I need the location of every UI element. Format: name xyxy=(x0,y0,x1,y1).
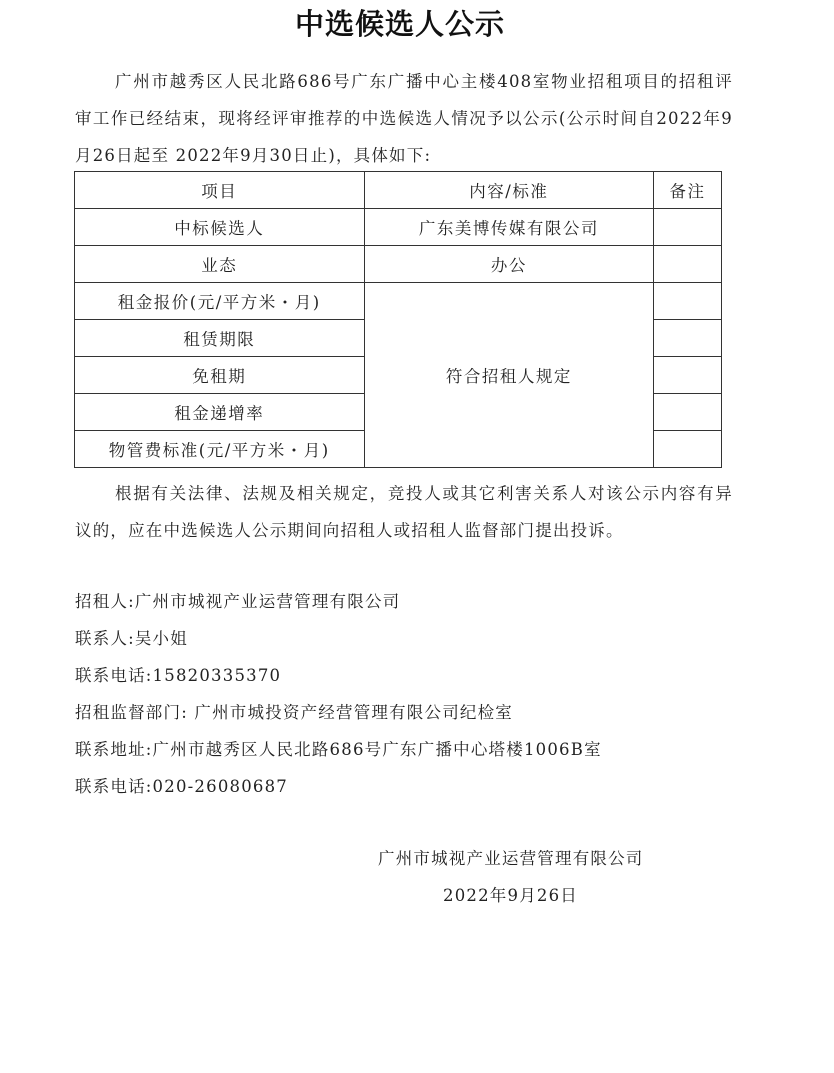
row-item: 免租期 xyxy=(75,357,365,394)
supervisor-line: 招租监督部门: 广州市城投资产经营管理有限公司纪检室 xyxy=(75,703,514,722)
candidate-info-table xyxy=(74,171,722,468)
address-line: 联系地址:广州市越秀区人民北路686号广东广播中心塔楼1006B室 xyxy=(75,740,602,759)
row-note xyxy=(654,394,722,431)
header-item: 项目 xyxy=(75,172,365,209)
contact-person-line: 联系人:吴小姐 xyxy=(75,629,188,648)
header-note: 备注 xyxy=(654,172,722,209)
row-note xyxy=(654,209,722,246)
table-row xyxy=(75,246,722,283)
signature-org: 广州市城视产业运营管理有限公司 xyxy=(378,849,644,868)
lessor-line: 招租人:广州市城视产业运营管理有限公司 xyxy=(75,592,401,611)
intro-paragraph: 广州市越秀区人民北路686号广东广播中心主楼408室物业招租项目的招租评审工作已经结束，现将经评审推荐的中选候选人情况予以公示(公示时间自2022年9月26日起至 2022年9月30日止)，具体如下: xyxy=(75,72,733,165)
row-item: 业态 xyxy=(75,246,365,283)
row-item: 物管费标准(元/平方米・月) xyxy=(75,431,365,468)
row-item: 中标候选人 xyxy=(75,209,365,246)
row-note xyxy=(654,431,722,468)
objection-paragraph: 根据有关法律、法规及相关规定，竞投人或其它利害关系人对该公示内容有异议的，应在中选候选人公示期间向招租人或招租人监督部门提出投诉。 xyxy=(75,484,733,540)
row-content: 办公 xyxy=(364,246,654,283)
contact-block xyxy=(75,583,735,805)
supervisor-phone-line: 联系电话:020-26080687 xyxy=(75,777,289,796)
row-note xyxy=(654,246,722,283)
signature-date: 2022年9月26日 xyxy=(443,886,578,905)
table-header-row xyxy=(75,172,722,209)
row-note xyxy=(654,283,722,320)
row-content: 广东美博传媒有限公司 xyxy=(364,209,654,246)
table-row xyxy=(75,283,722,320)
header-content: 内容/标准 xyxy=(364,172,654,209)
row-item: 租金报价(元/平方米・月) xyxy=(75,283,365,320)
table-row xyxy=(75,209,722,246)
merged-content-cell: 符合招租人规定 xyxy=(364,283,654,468)
row-item: 租赁期限 xyxy=(75,320,365,357)
phone-line: 联系电话:15820335370 xyxy=(75,666,282,685)
row-note xyxy=(654,357,722,394)
row-note xyxy=(654,320,722,357)
row-item: 租金递增率 xyxy=(75,394,365,431)
page-title: 中选候选人公示 xyxy=(294,7,505,41)
